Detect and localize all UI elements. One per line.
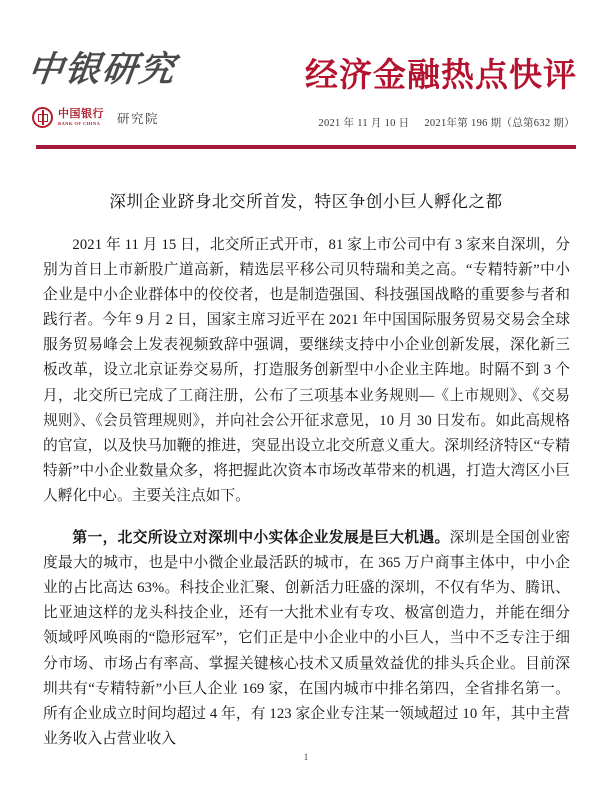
article-body <box>43 233 570 752</box>
brand-block <box>25 50 278 126</box>
issue-date: 2021 年 11 月 10 日 <box>318 118 410 129</box>
paragraph-text: 深圳是全国创业密度最大的城市，也是中小微企业最活跃的城市，在 365 万户商事主体中，中小企业的占比高达 63%。科技企业汇聚、创新活力旺盛的深圳，不仅有华为、腾讯、比亚迪这样的龙头科技企业，还有一大批术业有专攻、极富创造力，并能在细分领域呼风唤雨的“隐形冠军”，它们正是中小企业中的小巨人，当中不乏专注于细分市场、市场占有率高、掌握关键核心技术又质量效益优的排头兵企业。目前深圳共有“专精特新”小巨人企业 169 家，在国内城市中排名第四，全省排名第一。所有企业成立时间均超过 4 年，有 123 家企业专注某一领域超过 10 年，其中主营业务收入占营业收入 <box>43 530 570 747</box>
paragraph <box>43 233 570 509</box>
paragraph-lead: 第一，北交所设立对深圳中小实体企业发展是巨大机遇。 <box>72 530 450 547</box>
publication-title: 经济金融热点快评 <box>305 55 577 94</box>
bank-name-cn: 中国银行 <box>58 108 104 121</box>
bank-of-china-logo-icon <box>32 107 53 128</box>
calligraphy-logo: 中银研究 <box>25 50 179 89</box>
institute-label: 研究院 <box>117 111 160 126</box>
bank-name-group <box>58 109 104 126</box>
paragraph-text: 2021 年 11 月 15 日，北交所正式开市，81 家上市公司中有 3 家来自深圳，分别为首日上市新股广道高新，精选层平移公司贝特瑞和美之高。“专精特新”中小企业是中小企业群体中的佼佼者，也是制造强国、科技强国战略的重要参与者和践行者。今年 9 月 2 日，国家主席习近平在 2021 年中国国际服务贸易交易会全球服务贸易峰会上发表视频致辞中强调，要继续支持中小企业创新发展，深化新三板改革，设立北京证券交易所，打造服务创新型中小企业主阵地。时隔不到 3 个月，北交所已完成了工商注册，公布了三项基本业务规则—《上市规则》、《交易规则》、《会员管理规则》，并向社会公开征求意见，10 月 30 日发布。如此高规格的官宣，以及快马加鞭的推进，突显出设立北交所意义重大。深圳经济特区“专精特新”中小企业数量众多，将把握此次资本市场改革带来的机遇，打造大湾区小巨人孵化中心。主要关注点如下。 <box>43 237 570 504</box>
issue-line <box>318 115 575 130</box>
issue-number: 2021年第 196 期（总第632 期） <box>424 118 575 129</box>
masthead-divider <box>36 145 576 149</box>
bank-identity <box>32 107 159 128</box>
masthead <box>0 0 612 152</box>
paragraph <box>43 526 570 752</box>
bank-name-en: BANK OF CHINA <box>58 120 101 126</box>
page-number: 1 <box>303 752 309 762</box>
page-title: 深圳企业跻身北交所首发，特区争创小巨人孵化之都 <box>109 192 503 212</box>
